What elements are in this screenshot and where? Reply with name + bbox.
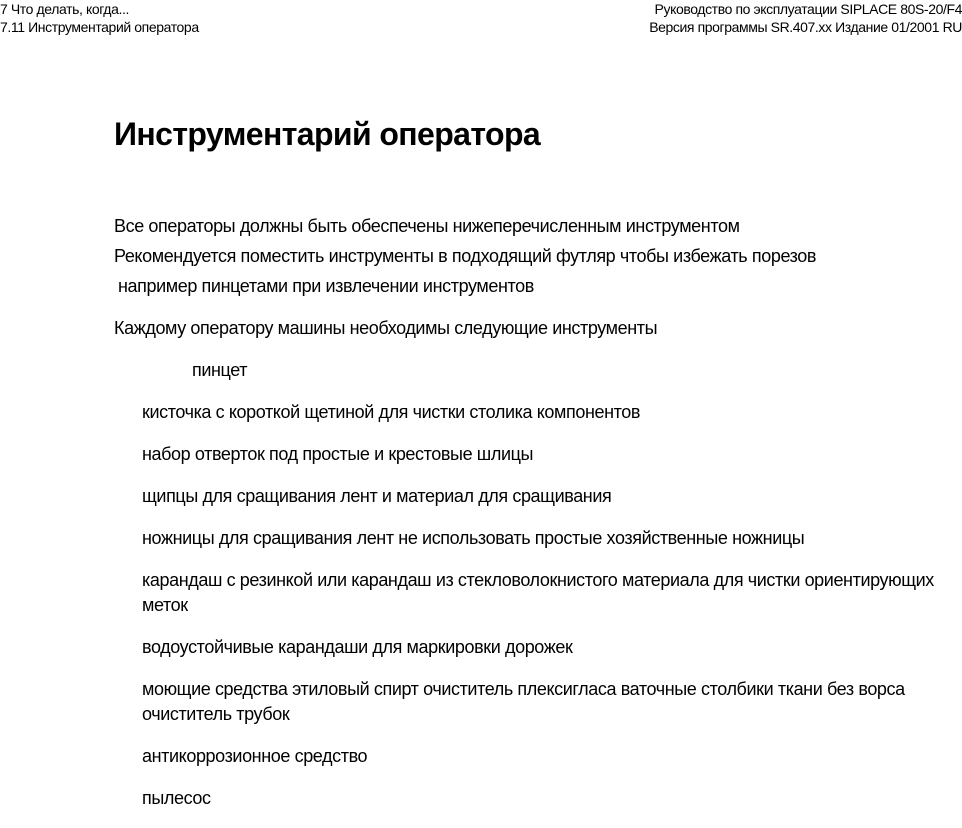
tool-item: щипцы для сращивания лент и материал для сращивания (142, 486, 612, 506)
tool-item: набор отверток под простые и крестовые шлицы (142, 444, 534, 464)
intro-paragraph-2: Рекомендуется поместить инструменты в подходящий футляр чтобы избежать порезов (114, 246, 817, 266)
intro-paragraph-1: Все операторы должны быть обеспечены нижеперечисленным инструментом (114, 216, 740, 236)
tool-item: водоустойчивые карандаши для маркировки дорожек (142, 637, 573, 657)
header-manual-title: Руководство по эксплуатации SIPLACE 80S-20/F4 (654, 1, 962, 17)
intro-paragraph-4: Каждому оператору машины необходимы следующие инструменты (114, 318, 658, 338)
tool-item: пинцет (192, 360, 248, 380)
tool-item: карандаш с резинкой или карандаш из стекловолокнистого материала для чистки ориентирующих меток (142, 570, 934, 615)
header-chapter: 7 Что делать, когда... (0, 1, 129, 17)
intro-paragraph-3: например пинцетами при извлечении инструментов (118, 276, 534, 296)
tool-item: ножницы для сращивания лент не использовать простые хозяйственные ножницы (142, 528, 805, 548)
header-version: Версия программы SR.407.xx Издание 01/2001 RU (649, 19, 962, 35)
header-section: 7.11 Инструментарий оператора (0, 19, 199, 35)
tool-item: антикоррозионное средство (142, 746, 368, 766)
tool-item: пылесос (142, 788, 211, 808)
page-title: Инструментарий оператора (114, 116, 541, 152)
tool-item: моющие средства этиловый спирт очиститель плексигласа ваточные столбики ткани без ворса очиститель трубок (142, 679, 905, 724)
tool-item: кисточка с короткой щетиной для чистки столика компонентов (142, 402, 641, 422)
tool-list (142, 358, 957, 828)
